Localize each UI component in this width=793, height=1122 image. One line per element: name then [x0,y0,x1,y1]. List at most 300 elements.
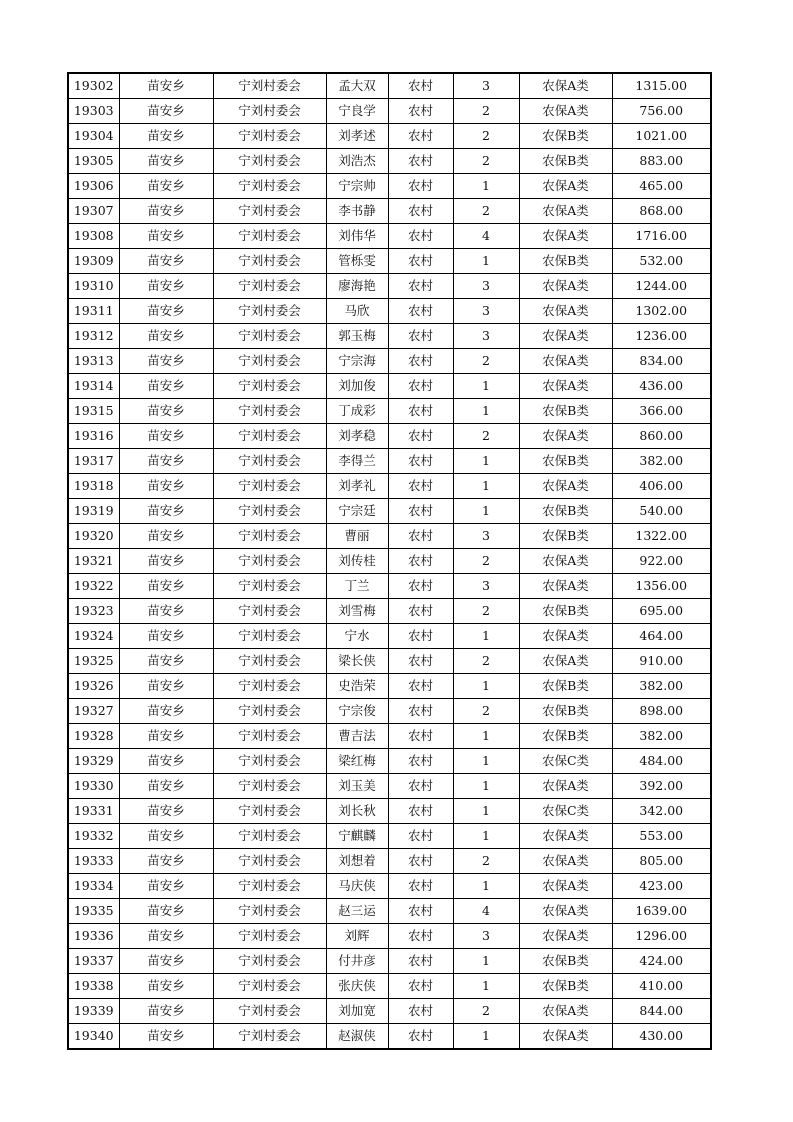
cell-township: 苗安乡 [119,349,213,374]
cell-id: 19320 [68,524,119,549]
cell-township: 苗安乡 [119,899,213,924]
table-row [68,599,711,624]
cell-id: 19325 [68,649,119,674]
cell-township: 苗安乡 [119,999,213,1024]
table-body [68,73,711,1049]
cell-category: 农保A类 [519,424,612,449]
cell-township: 苗安乡 [119,73,213,99]
cell-village: 宁刘村委会 [213,73,326,99]
cell-area: 农村 [388,999,453,1024]
cell-category: 农保A类 [519,73,612,99]
cell-name: 刘想着 [326,849,388,874]
cell-id: 19334 [68,874,119,899]
cell-category: 农保A类 [519,849,612,874]
cell-name: 刘玉美 [326,774,388,799]
cell-village: 宁刘村委会 [213,549,326,574]
table-row [68,574,711,599]
cell-persons: 4 [453,224,519,249]
cell-village: 宁刘村委会 [213,299,326,324]
cell-name: 梁红梅 [326,749,388,774]
cell-amount: 1322.00 [612,524,711,549]
cell-township: 苗安乡 [119,149,213,174]
cell-name: 刘加俊 [326,374,388,399]
cell-amount: 532.00 [612,249,711,274]
cell-village: 宁刘村委会 [213,249,326,274]
cell-persons: 1 [453,474,519,499]
cell-persons: 1 [453,1024,519,1050]
cell-category: 农保A类 [519,999,612,1024]
cell-id: 19314 [68,374,119,399]
cell-village: 宁刘村委会 [213,424,326,449]
cell-township: 苗安乡 [119,724,213,749]
cell-township: 苗安乡 [119,424,213,449]
cell-village: 宁刘村委会 [213,274,326,299]
cell-amount: 1302.00 [612,299,711,324]
table-row [68,624,711,649]
cell-category: 农保B类 [519,449,612,474]
table-row [68,749,711,774]
cell-persons: 2 [453,699,519,724]
cell-amount: 424.00 [612,949,711,974]
cell-persons: 1 [453,624,519,649]
cell-id: 19330 [68,774,119,799]
cell-id: 19312 [68,324,119,349]
cell-id: 19337 [68,949,119,974]
cell-area: 农村 [388,874,453,899]
cell-village: 宁刘村委会 [213,199,326,224]
cell-township: 苗安乡 [119,449,213,474]
cell-category: 农保B类 [519,124,612,149]
cell-area: 农村 [388,73,453,99]
cell-area: 农村 [388,99,453,124]
cell-amount: 382.00 [612,449,711,474]
cell-id: 19315 [68,399,119,424]
cell-name: 宁麒麟 [326,824,388,849]
cell-village: 宁刘村委会 [213,224,326,249]
cell-category: 农保C类 [519,749,612,774]
cell-persons: 2 [453,149,519,174]
cell-village: 宁刘村委会 [213,474,326,499]
cell-id: 19316 [68,424,119,449]
cell-area: 农村 [388,374,453,399]
cell-township: 苗安乡 [119,199,213,224]
cell-township: 苗安乡 [119,274,213,299]
cell-persons: 1 [453,399,519,424]
table-row [68,874,711,899]
cell-name: 宁良学 [326,99,388,124]
cell-area: 农村 [388,449,453,474]
cell-persons: 1 [453,374,519,399]
cell-name: 宁宗海 [326,349,388,374]
cell-amount: 366.00 [612,399,711,424]
cell-amount: 898.00 [612,699,711,724]
cell-id: 19318 [68,474,119,499]
cell-area: 农村 [388,474,453,499]
cell-amount: 553.00 [612,824,711,849]
cell-village: 宁刘村委会 [213,174,326,199]
cell-township: 苗安乡 [119,649,213,674]
cell-category: 农保A类 [519,1024,612,1050]
cell-name: 李书静 [326,199,388,224]
cell-category: 农保B类 [519,724,612,749]
table-row [68,224,711,249]
cell-id: 19338 [68,974,119,999]
cell-amount: 382.00 [612,674,711,699]
cell-amount: 868.00 [612,199,711,224]
cell-village: 宁刘村委会 [213,124,326,149]
cell-amount: 1315.00 [612,73,711,99]
cell-area: 农村 [388,199,453,224]
cell-persons: 2 [453,424,519,449]
cell-id: 19327 [68,699,119,724]
cell-township: 苗安乡 [119,224,213,249]
cell-persons: 1 [453,824,519,849]
cell-name: 刘孝礼 [326,474,388,499]
cell-persons: 1 [453,249,519,274]
table-row [68,199,711,224]
cell-township: 苗安乡 [119,624,213,649]
cell-area: 农村 [388,824,453,849]
cell-village: 宁刘村委会 [213,899,326,924]
cell-name: 管栎雯 [326,249,388,274]
cell-id: 19321 [68,549,119,574]
table-row [68,824,711,849]
cell-id: 19308 [68,224,119,249]
cell-persons: 2 [453,849,519,874]
table-row [68,274,711,299]
cell-persons: 2 [453,599,519,624]
cell-township: 苗安乡 [119,399,213,424]
cell-township: 苗安乡 [119,774,213,799]
cell-category: 农保A类 [519,224,612,249]
cell-amount: 883.00 [612,149,711,174]
cell-id: 19313 [68,349,119,374]
cell-village: 宁刘村委会 [213,699,326,724]
cell-name: 赵三运 [326,899,388,924]
cell-village: 宁刘村委会 [213,374,326,399]
cell-village: 宁刘村委会 [213,1024,326,1050]
cell-amount: 342.00 [612,799,711,824]
cell-area: 农村 [388,1024,453,1050]
table-row [68,974,711,999]
table-row [68,73,711,99]
cell-persons: 4 [453,899,519,924]
cell-persons: 2 [453,349,519,374]
cell-category: 农保A类 [519,99,612,124]
cell-category: 农保A类 [519,874,612,899]
cell-name: 刘辉 [326,924,388,949]
cell-category: 农保A类 [519,649,612,674]
table-row [68,1024,711,1050]
cell-id: 19333 [68,849,119,874]
cell-name: 丁兰 [326,574,388,599]
cell-amount: 392.00 [612,774,711,799]
cell-township: 苗安乡 [119,499,213,524]
cell-area: 农村 [388,674,453,699]
cell-area: 农村 [388,649,453,674]
cell-village: 宁刘村委会 [213,799,326,824]
cell-persons: 1 [453,949,519,974]
cell-category: 农保A类 [519,199,612,224]
cell-name: 曹吉法 [326,724,388,749]
cell-area: 农村 [388,399,453,424]
cell-township: 苗安乡 [119,924,213,949]
cell-area: 农村 [388,349,453,374]
cell-area: 农村 [388,499,453,524]
cell-area: 农村 [388,124,453,149]
cell-area: 农村 [388,974,453,999]
cell-name: 曹丽 [326,524,388,549]
table-row [68,524,711,549]
cell-category: 农保A类 [519,474,612,499]
cell-category: 农保B类 [519,149,612,174]
cell-village: 宁刘村委会 [213,724,326,749]
cell-category: 农保A类 [519,574,612,599]
cell-village: 宁刘村委会 [213,324,326,349]
cell-id: 19331 [68,799,119,824]
cell-persons: 3 [453,574,519,599]
cell-persons: 3 [453,924,519,949]
cell-id: 19307 [68,199,119,224]
cell-area: 农村 [388,249,453,274]
cell-area: 农村 [388,549,453,574]
cell-id: 19326 [68,674,119,699]
cell-category: 农保A类 [519,924,612,949]
cell-amount: 922.00 [612,549,711,574]
cell-persons: 3 [453,324,519,349]
cell-name: 孟大双 [326,73,388,99]
cell-village: 宁刘村委会 [213,774,326,799]
cell-name: 宁宗帅 [326,174,388,199]
cell-amount: 756.00 [612,99,711,124]
cell-category: 农保A类 [519,899,612,924]
table-row [68,99,711,124]
cell-township: 苗安乡 [119,949,213,974]
cell-village: 宁刘村委会 [213,924,326,949]
cell-category: 农保B类 [519,949,612,974]
cell-name: 李得兰 [326,449,388,474]
cell-id: 19305 [68,149,119,174]
cell-id: 19339 [68,999,119,1024]
cell-area: 农村 [388,849,453,874]
cell-name: 刘浩杰 [326,149,388,174]
cell-amount: 910.00 [612,649,711,674]
cell-category: 农保A类 [519,374,612,399]
cell-category: 农保B类 [519,674,612,699]
cell-category: 农保B类 [519,699,612,724]
cell-township: 苗安乡 [119,574,213,599]
cell-township: 苗安乡 [119,799,213,824]
cell-category: 农保A类 [519,324,612,349]
cell-name: 廖海艳 [326,274,388,299]
cell-area: 农村 [388,799,453,824]
table-row [68,299,711,324]
cell-category: 农保C类 [519,799,612,824]
cell-name: 宁水 [326,624,388,649]
cell-persons: 2 [453,99,519,124]
cell-township: 苗安乡 [119,824,213,849]
cell-area: 农村 [388,774,453,799]
cell-township: 苗安乡 [119,674,213,699]
cell-name: 刘伟华 [326,224,388,249]
cell-area: 农村 [388,149,453,174]
table-row [68,699,711,724]
table-row [68,449,711,474]
cell-name: 刘孝述 [326,124,388,149]
cell-category: 农保A类 [519,274,612,299]
cell-area: 农村 [388,424,453,449]
cell-amount: 695.00 [612,599,711,624]
cell-village: 宁刘村委会 [213,974,326,999]
cell-township: 苗安乡 [119,374,213,399]
cell-township: 苗安乡 [119,974,213,999]
cell-area: 农村 [388,524,453,549]
cell-area: 农村 [388,924,453,949]
cell-category: 农保A类 [519,824,612,849]
cell-id: 19303 [68,99,119,124]
cell-persons: 1 [453,724,519,749]
cell-area: 农村 [388,899,453,924]
cell-persons: 2 [453,549,519,574]
cell-area: 农村 [388,949,453,974]
cell-id: 19311 [68,299,119,324]
cell-amount: 410.00 [612,974,711,999]
cell-name: 梁长侠 [326,649,388,674]
table-row [68,399,711,424]
cell-area: 农村 [388,699,453,724]
cell-category: 农保B类 [519,524,612,549]
cell-amount: 1236.00 [612,324,711,349]
cell-persons: 1 [453,799,519,824]
cell-village: 宁刘村委会 [213,499,326,524]
table-row [68,899,711,924]
cell-name: 丁成彩 [326,399,388,424]
cell-village: 宁刘村委会 [213,599,326,624]
cell-township: 苗安乡 [119,324,213,349]
cell-township: 苗安乡 [119,1024,213,1050]
cell-area: 农村 [388,724,453,749]
table-row [68,799,711,824]
cell-persons: 2 [453,999,519,1024]
cell-amount: 430.00 [612,1024,711,1050]
cell-village: 宁刘村委会 [213,874,326,899]
cell-category: 农保A类 [519,174,612,199]
cell-name: 刘雪梅 [326,599,388,624]
cell-id: 19302 [68,73,119,99]
cell-village: 宁刘村委会 [213,574,326,599]
cell-id: 19336 [68,924,119,949]
cell-id: 19329 [68,749,119,774]
cell-village: 宁刘村委会 [213,674,326,699]
cell-area: 农村 [388,174,453,199]
cell-category: 农保A类 [519,549,612,574]
cell-township: 苗安乡 [119,124,213,149]
cell-amount: 860.00 [612,424,711,449]
cell-amount: 1021.00 [612,124,711,149]
cell-area: 农村 [388,749,453,774]
cell-village: 宁刘村委会 [213,649,326,674]
cell-amount: 484.00 [612,749,711,774]
cell-area: 农村 [388,324,453,349]
cell-name: 宁宗俊 [326,699,388,724]
cell-category: 农保A类 [519,774,612,799]
cell-id: 19310 [68,274,119,299]
cell-category: 农保B类 [519,249,612,274]
cell-township: 苗安乡 [119,524,213,549]
cell-township: 苗安乡 [119,99,213,124]
cell-name: 刘孝稳 [326,424,388,449]
cell-id: 19332 [68,824,119,849]
table-row [68,674,711,699]
table-row [68,174,711,199]
table-row [68,724,711,749]
cell-village: 宁刘村委会 [213,749,326,774]
cell-village: 宁刘村委会 [213,849,326,874]
cell-amount: 1716.00 [612,224,711,249]
cell-id: 19317 [68,449,119,474]
cell-id: 19335 [68,899,119,924]
cell-village: 宁刘村委会 [213,624,326,649]
cell-name: 赵淑侠 [326,1024,388,1050]
cell-amount: 834.00 [612,349,711,374]
cell-name: 宁宗廷 [326,499,388,524]
table-row [68,849,711,874]
cell-persons: 1 [453,874,519,899]
table-row [68,424,711,449]
cell-name: 史浩荣 [326,674,388,699]
cell-township: 苗安乡 [119,874,213,899]
cell-village: 宁刘村委会 [213,149,326,174]
cell-category: 农保B类 [519,599,612,624]
cell-name: 刘加宽 [326,999,388,1024]
table-row [68,249,711,274]
cell-category: 农保B类 [519,499,612,524]
cell-amount: 436.00 [612,374,711,399]
cell-amount: 1244.00 [612,274,711,299]
cell-amount: 406.00 [612,474,711,499]
cell-township: 苗安乡 [119,174,213,199]
cell-village: 宁刘村委会 [213,999,326,1024]
cell-name: 马庆侠 [326,874,388,899]
table-row [68,124,711,149]
table-row [68,549,711,574]
cell-persons: 1 [453,449,519,474]
cell-id: 19324 [68,624,119,649]
cell-id: 19319 [68,499,119,524]
table-row [68,499,711,524]
table-row [68,474,711,499]
table-row [68,924,711,949]
cell-area: 农村 [388,599,453,624]
cell-township: 苗安乡 [119,699,213,724]
cell-township: 苗安乡 [119,749,213,774]
cell-id: 19328 [68,724,119,749]
cell-amount: 1296.00 [612,924,711,949]
cell-township: 苗安乡 [119,299,213,324]
table-row [68,349,711,374]
cell-persons: 3 [453,524,519,549]
cell-persons: 2 [453,649,519,674]
cell-village: 宁刘村委会 [213,349,326,374]
cell-category: 农保B类 [519,399,612,424]
cell-name: 马欣 [326,299,388,324]
cell-persons: 2 [453,124,519,149]
cell-id: 19304 [68,124,119,149]
table-row [68,149,711,174]
cell-id: 19309 [68,249,119,274]
cell-persons: 1 [453,499,519,524]
cell-village: 宁刘村委会 [213,449,326,474]
